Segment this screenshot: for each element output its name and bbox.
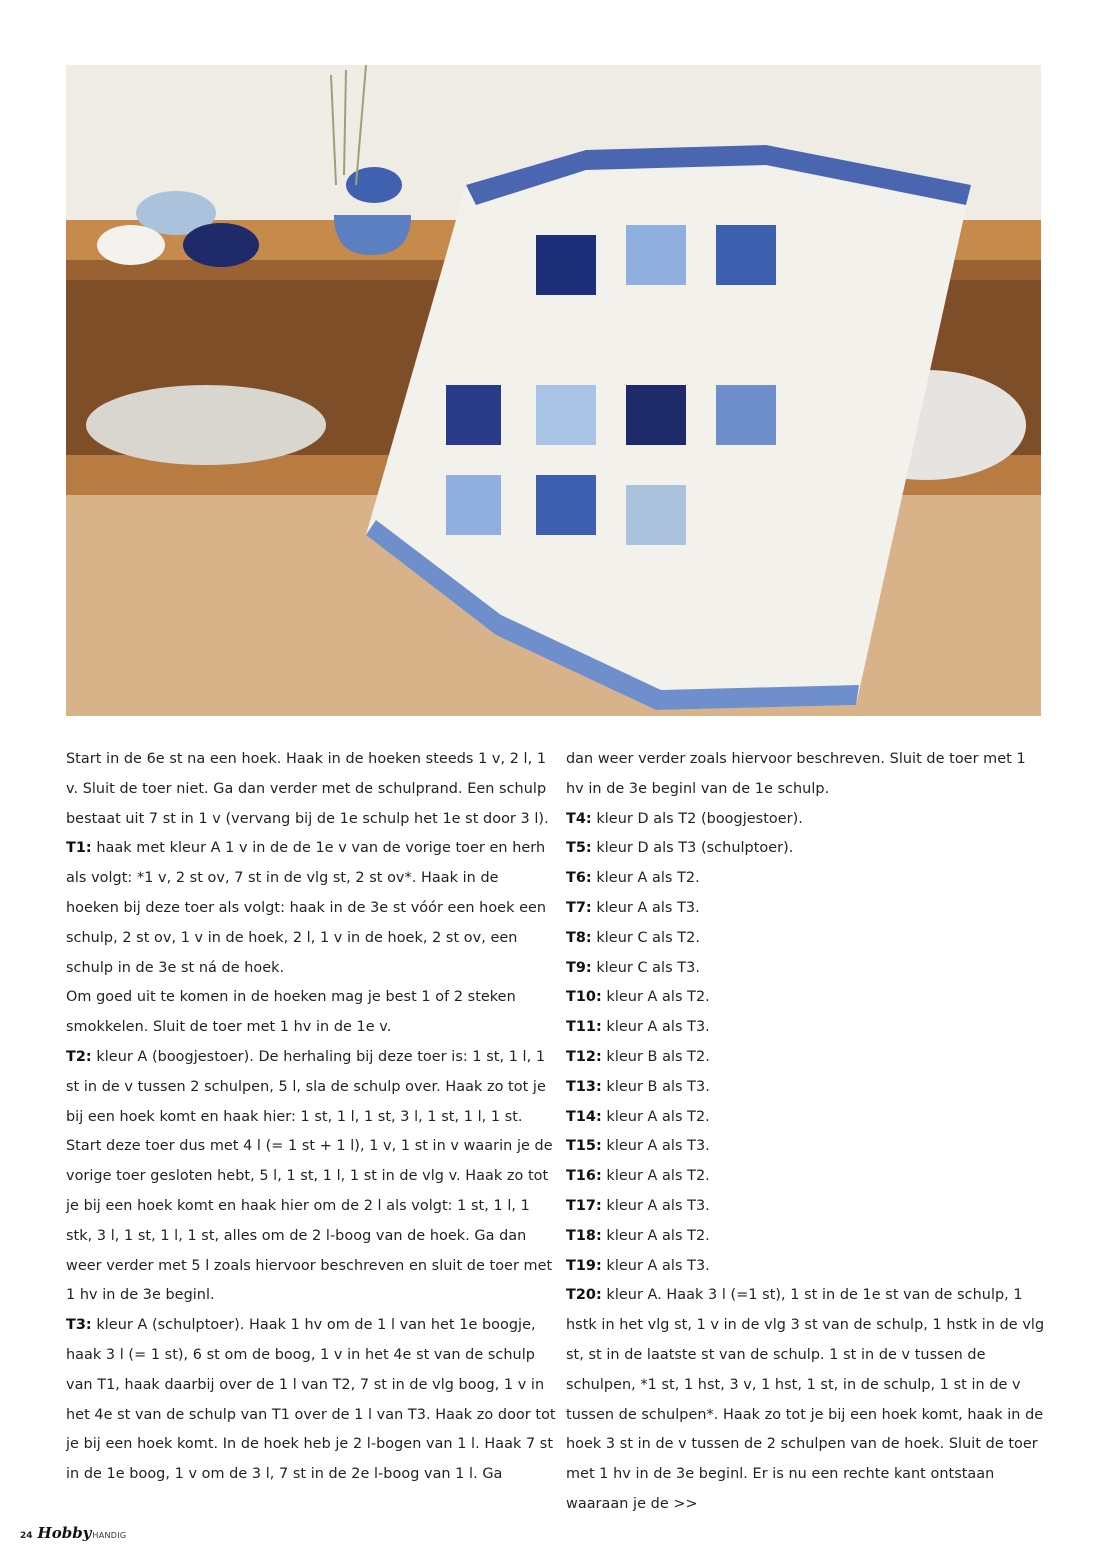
granny-square	[536, 235, 596, 295]
paragraph: Om goed uit te komen in de hoeken mag je best 1 of 2 steken smokkelen. Sluit de toer met 1 hv in de 1e v.	[66, 989, 516, 1036]
blanket-photo	[66, 65, 1041, 716]
page-number: 24	[20, 1531, 33, 1541]
paragraph: T5: kleur D als T3 (schulptoer).	[566, 840, 794, 857]
paragraph: dan weer verder zoals hiervoor beschreven. Sluit de toer met 1 hv in de 3e beginl van de 1e schulp.	[566, 751, 1026, 797]
yarn-ball-navy	[183, 223, 259, 267]
paragraph: T10: kleur A als T2.	[566, 989, 710, 1006]
cushion	[86, 385, 326, 465]
crocheted-blanket-illustration	[66, 65, 1041, 716]
paragraph: T12: kleur B als T2.	[566, 1048, 710, 1065]
granny-square	[536, 385, 596, 445]
paragraph: T15: kleur A als T3.	[566, 1138, 710, 1155]
paragraph: T4: kleur D als T2 (boogjestoer).	[566, 810, 803, 827]
yarn-ball-blue	[346, 167, 402, 203]
paragraph: T8: kleur C als T2.	[566, 929, 700, 946]
instructions-left-column	[66, 745, 556, 1490]
page-footer	[20, 1524, 126, 1548]
granny-square	[536, 475, 596, 535]
granny-square	[626, 485, 686, 545]
paragraph: T18: kleur A als T2.	[566, 1227, 710, 1244]
granny-square	[446, 385, 501, 445]
paragraph: T9: kleur C als T3.	[566, 959, 700, 976]
paragraph: Start in de 6e st na een hoek. Haak in de hoeken steeds 1 v, 2 l, 1 v. Sluit de toer niet. Ga dan verder met de schulprand. Een schulp bestaat uit 7 st in 1 v (vervang bij de 1e schulp het 1e st door 3 l).	[66, 751, 549, 827]
paragraph: T6: kleur A als T2.	[566, 870, 700, 887]
granny-square	[716, 385, 776, 445]
paragraph: T7: kleur A als T3.	[566, 899, 700, 916]
granny-square	[626, 385, 686, 445]
granny-square	[626, 225, 686, 285]
paragraph: T20: kleur A. Haak 3 l (=1 st), 1 st in de 1e st van de schulp, 1 hstk in het vlg st, 1 v in de vlg 3 st van de schulp, 1 hstk in de vlg st, st in de laatste st van de schulp. 1 st in de v tussen de schulpen, *1 st, 1 hst, 3 v, 1 hst, 1 st, in de schulp, 1 st in de v tussen de schulpen*. Haak zo tot je bij een hoek komt, haak in de hoek 3 st in de v tussen de 2 schulpen van de hoek. Sluit de toer met 1 hv in de 3e beginl. Er is nu een rechte kant ontstaan waaraan je de >>	[566, 1287, 1045, 1512]
brand-logo-hobby: Hobby	[37, 1524, 92, 1542]
paragraph: T17: kleur A als T3.	[566, 1197, 710, 1214]
paragraph: T13: kleur B als T3.	[566, 1078, 710, 1095]
paragraph: T16: kleur A als T2.	[566, 1168, 710, 1185]
paragraph: T2: kleur A (boogjestoer). De herhaling bij deze toer is: 1 st, 1 l, 1 st in de v tussen 2 schulpen, 5 l, sla de schulp over. Haak zo tot je bij een hoek komt en haak hier: 1 st, 1 l, 1 st, 3 l, 1 st, 1 l, 1 st. Start deze toer dus met 4 l (= 1 st + 1 l), 1 v, 1 st in v waarin je de vorige toer gesloten hebt, 5 l, 1 st, 1 l, 1 st in de vlg v. Haak zo tot je bij een hoek komt en haak hier om de 2 l als volgt: 1 st, 1 l, 1 stk, 3 l, 1 st, 1 l, 1 st, alles om de 2 l-boog van de hoek. Ga dan weer verder met 5 l zoals hiervoor beschreven en sluit de toer met 1 hv in de 3e beginl.	[66, 1048, 553, 1304]
yarn-ball-white	[97, 225, 165, 265]
granny-square	[716, 225, 776, 285]
instructions-right-column	[566, 745, 1046, 1520]
paragraph: T1: haak met kleur A 1 v in de de 1e v van de vorige toer en herh als volgt: *1 v, 2 st ov, 7 st in de vlg st, 2 st ov*. Haak in de hoeken bij deze toer als volgt: haak in de 3e st vóór een hoek een schulp, 2 st ov, 1 v in de hoek, 2 l, 1 v in de hoek, 2 st ov, een schulp in de 3e st ná de hoek.	[66, 840, 547, 976]
paragraph: T14: kleur A als T2.	[566, 1108, 710, 1125]
paragraph: T3: kleur A (schulptoer). Haak 1 hv om de 1 l van het 1e boogje, haak 3 l (= 1 st), 6 st om de boog, 1 v in het 4e st van de schulp van T1, haak daarbij over de 1 l van T2, 7 st in de vlg boog, 1 v in het 4e st van de schulp van T1 over de 1 l van T3. Haak zo door tot je bij een hoek komt. In de hoek heb je 2 l-bogen van 1 l. Haak 7 st in de 1e boog, 1 v om de 3 l, 7 st in de 2e l-boog van 1 l. Ga	[66, 1317, 556, 1483]
brand-logo-handig: HANDIG	[92, 1531, 127, 1540]
paragraph: T11: kleur A als T3.	[566, 1019, 710, 1036]
granny-square	[446, 475, 501, 535]
paragraph: T19: kleur A als T3.	[566, 1257, 710, 1274]
